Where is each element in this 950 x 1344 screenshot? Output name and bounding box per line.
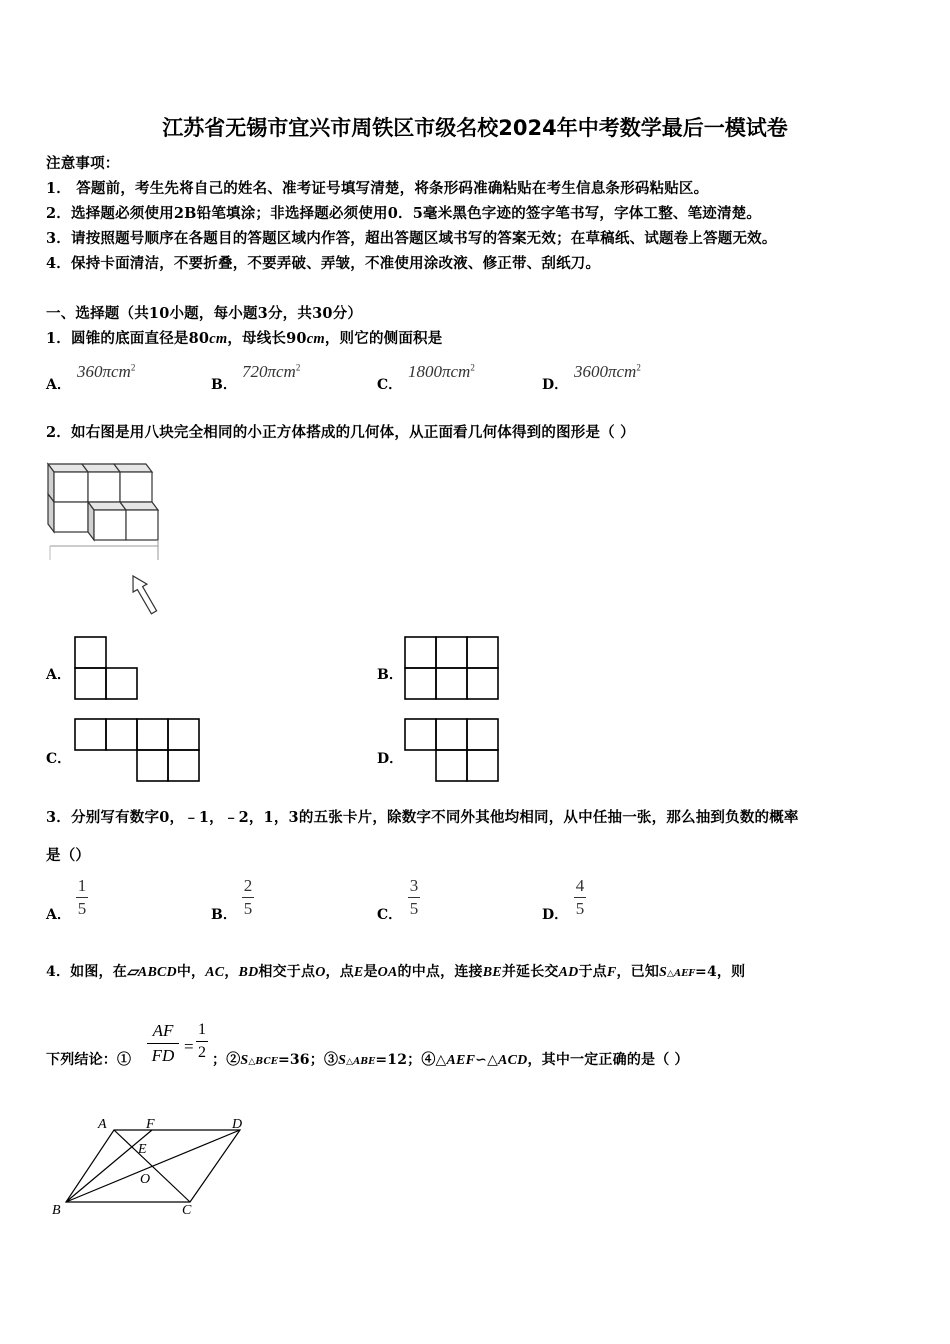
q3-stem: 3．分别写有数字0，﹣1，﹣2，1，3的五张卡片，除数字不同外其他均相同，从中任抽一张，那么抽到负数的概率	[46, 809, 799, 826]
q3-option-c-fraction: 3 5	[409, 876, 419, 918]
q1-option-b-value: 720πcm$^2$	[242, 362, 301, 381]
q3-option-a-fraction: 1 5	[77, 876, 87, 918]
notice-item-2: 2．选择题必须使用2B铅笔填涂；非选择题必须使用0．5毫米黑色字迹的签字笔书写，字体工整、笔迹清楚。	[46, 205, 762, 222]
q3-option-b-fraction: 2 5	[243, 876, 253, 918]
q1-option-c-label[interactable]: C．	[377, 377, 403, 393]
notice-item-1: 1． 答题前，考生先将自己的姓名、准考证号填写清楚，将条形码准确粘贴在考生信息条形码粘贴区。	[46, 180, 709, 197]
q3-option-a-label[interactable]: A．	[46, 907, 71, 923]
q4-equals: =	[184, 1037, 194, 1056]
q4-fraction-half: 1 2	[198, 1021, 206, 1061]
q2-option-a-label[interactable]: A．	[46, 667, 71, 683]
q3-option-c-label[interactable]: C．	[377, 907, 403, 923]
q4-label-f: F	[146, 1117, 155, 1132]
q2-option-c-label[interactable]: C．	[46, 751, 72, 767]
q3-option-d-fraction: 4 5	[575, 876, 585, 918]
notice-item-3: 3．请按照题号顺序在各题目的答题区域内作答，超出答题区域书写的答案无效；在草稿纸、试题卷上答题无效。	[46, 230, 777, 247]
notice-heading: 注意事项：	[46, 155, 120, 172]
q1-stem: 1．圆锥的底面直径是80cm，母线长90cm，则它的侧面积是	[46, 330, 443, 347]
q1-option-c-value: 1800πcm$^2$	[408, 362, 475, 381]
q4-stem-line1: 4．如图，在▱ABCD中，AC，BD相交于点O，点E是OA的中点，连接BE并延长交AD于点F，已知S△AEF=4，则	[46, 964, 746, 980]
q2-option-b-figure[interactable]	[404, 636, 500, 700]
q2-option-d-label[interactable]: D．	[377, 751, 404, 767]
q1-option-d-label[interactable]: D．	[542, 377, 569, 393]
q2-option-b-label[interactable]: B．	[377, 667, 403, 683]
q2-stem: 2．如右图是用八块完全相同的小正方体搭成的几何体，从正面看几何体得到的图形是（ ）	[46, 424, 635, 441]
q4-label-d: D	[232, 1117, 243, 1132]
q3-option-d-label[interactable]: D．	[542, 907, 569, 923]
q2-option-d-figure[interactable]	[404, 718, 500, 782]
section-heading: 一、选择题（共10小题，每小题3分，共30分）	[46, 305, 363, 322]
page-title: 江苏省无锡市宜兴市周铁区市级名校2024年中考数学最后一模试卷	[162, 116, 788, 140]
q4-label-c: C	[182, 1203, 192, 1218]
q3-stem-end: 是（）	[46, 847, 91, 864]
q4-label-e: E	[138, 1142, 147, 1157]
q2-option-a-figure[interactable]	[74, 636, 138, 700]
q1-option-d-value: 3600πcm$^2$	[574, 362, 641, 381]
q1-option-b-label[interactable]: B．	[211, 377, 237, 393]
q4-label-o: O	[140, 1172, 151, 1187]
q4-stem-line2-rest: ；②S△BCE=36；③S△ABE=12；④△AEF∽△ACD，其中一定正确的是（ ）	[212, 1052, 689, 1068]
q4-fraction-af-fd: AF FD	[147, 1021, 179, 1066]
q4-label-b: B	[52, 1203, 61, 1218]
notice-item-4: 4．保持卡面清洁，不要折叠，不要弄破、弄皱，不准使用涂改液、修正带、刮纸刀。	[46, 255, 601, 272]
q3-option-b-label[interactable]: B．	[211, 907, 237, 923]
q4-parallelogram-figure	[48, 1112, 258, 1222]
q1-option-a-label[interactable]: A．	[46, 377, 71, 393]
q2-cube-figure	[44, 460, 164, 620]
q2-option-c-figure[interactable]	[74, 718, 202, 782]
q1-option-a-value: 360πcm$^2$	[77, 362, 136, 381]
q4-label-a: A	[98, 1117, 107, 1132]
q4-stem-line2-start: 下列结论：①	[46, 1052, 132, 1068]
